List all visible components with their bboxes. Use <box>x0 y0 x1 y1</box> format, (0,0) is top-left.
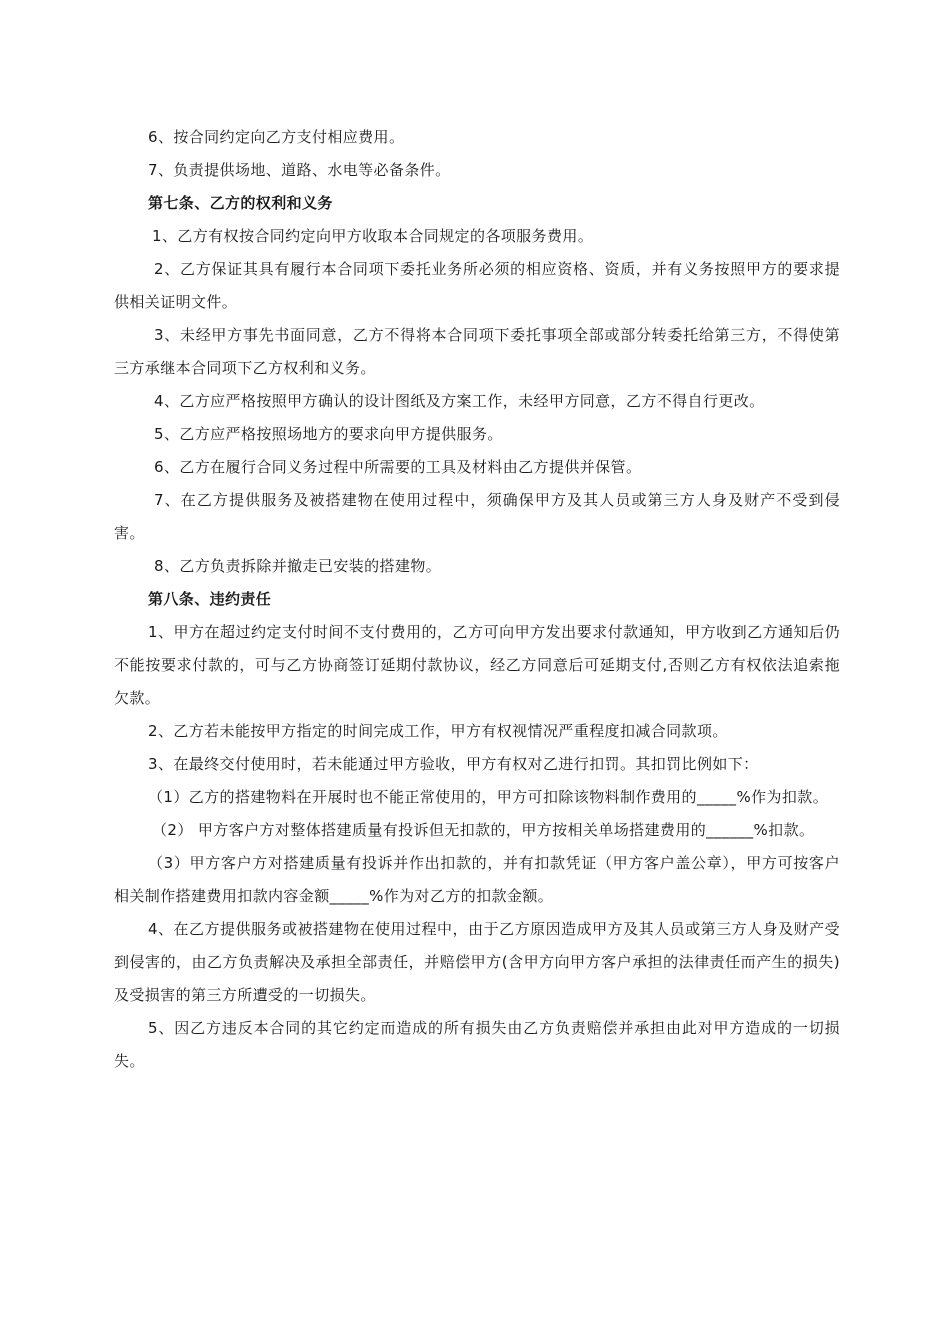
article-8-subitem-1: （1）乙方的搭建物料在开展时也不能正常使用的，甲方可扣除该物料制作费用的_____%作为扣款。 <box>148 788 829 806</box>
article-7-item-1: 1、乙方有权按合同约定向甲方收取本合同规定的各项服务费用。 <box>152 227 594 245</box>
article-8-heading: 第八条、违约责任 <box>148 590 272 608</box>
obligation-item-7: 7、负责提供场地、道路、水电等必备条件。 <box>148 161 451 179</box>
article-7-item-3: 3、未经甲方事先书面同意，乙方不得将本合同项下委托事项全部或部分转委托给第三方，不得使第三方承继本合同项下乙方权利和义务。 <box>114 326 840 377</box>
article-8-subitem-3: （3）甲方客户方对搭建质量有投诉并作出扣款的，并有扣款凭证（甲方客户盖公章），甲方可按客户相关制作搭建费用扣款内容金额_____%作为对乙方的扣款金额。 <box>114 854 840 905</box>
article-8-item-5: 5、因乙方违反本合同的其它约定而造成的所有损失由乙方负责赔偿并承担由此对甲方造成的一切损失。 <box>114 1019 840 1070</box>
article-7-heading: 第七条、乙方的权利和义务 <box>148 194 333 212</box>
document-body <box>114 121 840 1078</box>
article-8-item-3: 3、在最终交付使用时，若未能通过甲方验收，甲方有权对乙进行扣罚。其扣罚比例如下： <box>148 755 759 773</box>
article-7-item-7: 7、在乙方提供服务及被搭建物在使用过程中，须确保甲方及其人员或第三方人身及财产不受到侵害。 <box>114 491 840 542</box>
article-7-item-6: 6、乙方在履行合同义务过程中所需要的工具及材料由乙方提供并保管。 <box>154 458 642 476</box>
obligation-item-6: 6、按合同约定向乙方支付相应费用。 <box>148 128 405 146</box>
article-7-item-5: 5、乙方应严格按照场地方的要求向甲方提供服务。 <box>154 425 503 443</box>
article-8-item-1: 1、甲方在超过约定支付时间不支付费用的，乙方可向甲方发出要求付款通知，甲方收到乙方通知后仍不能按要求付款的，可与乙方协商签订延期付款协议，经乙方同意后可延期支付,否则乙方有权依法追索拖欠款。 <box>114 623 840 707</box>
article-7-item-2: 2、乙方保证其具有履行本合同项下委托业务所必须的相应资格、资质，并有义务按照甲方的要求提供相关证明文件。 <box>114 260 840 311</box>
article-8-subitem-2: （2） 甲方客户方对整体搭建质量有投诉但无扣款的，甲方按相关单场搭建费用的______%扣款。 <box>152 821 815 839</box>
article-8-item-2: 2、乙方若未能按甲方指定的时间完成工作，甲方有权视情况严重程度扣减合同款项。 <box>148 722 728 740</box>
article-7-item-4: 4、乙方应严格按照甲方确认的设计图纸及方案工作，未经甲方同意，乙方不得自行更改。 <box>154 392 765 410</box>
article-8-item-4: 4、在乙方提供服务或被搭建物在使用过程中，由于乙方原因造成甲方及其人员或第三方人身及财产受到侵害的，由乙方负责解决及承担全部责任，并赔偿甲方(含甲方向甲方客户承担的法律责任而产生的损失)及受损害的第三方所遭受的一切损失。 <box>114 920 840 1004</box>
article-7-item-8: 8、乙方负责拆除并撤走已安装的搭建物。 <box>154 557 442 575</box>
